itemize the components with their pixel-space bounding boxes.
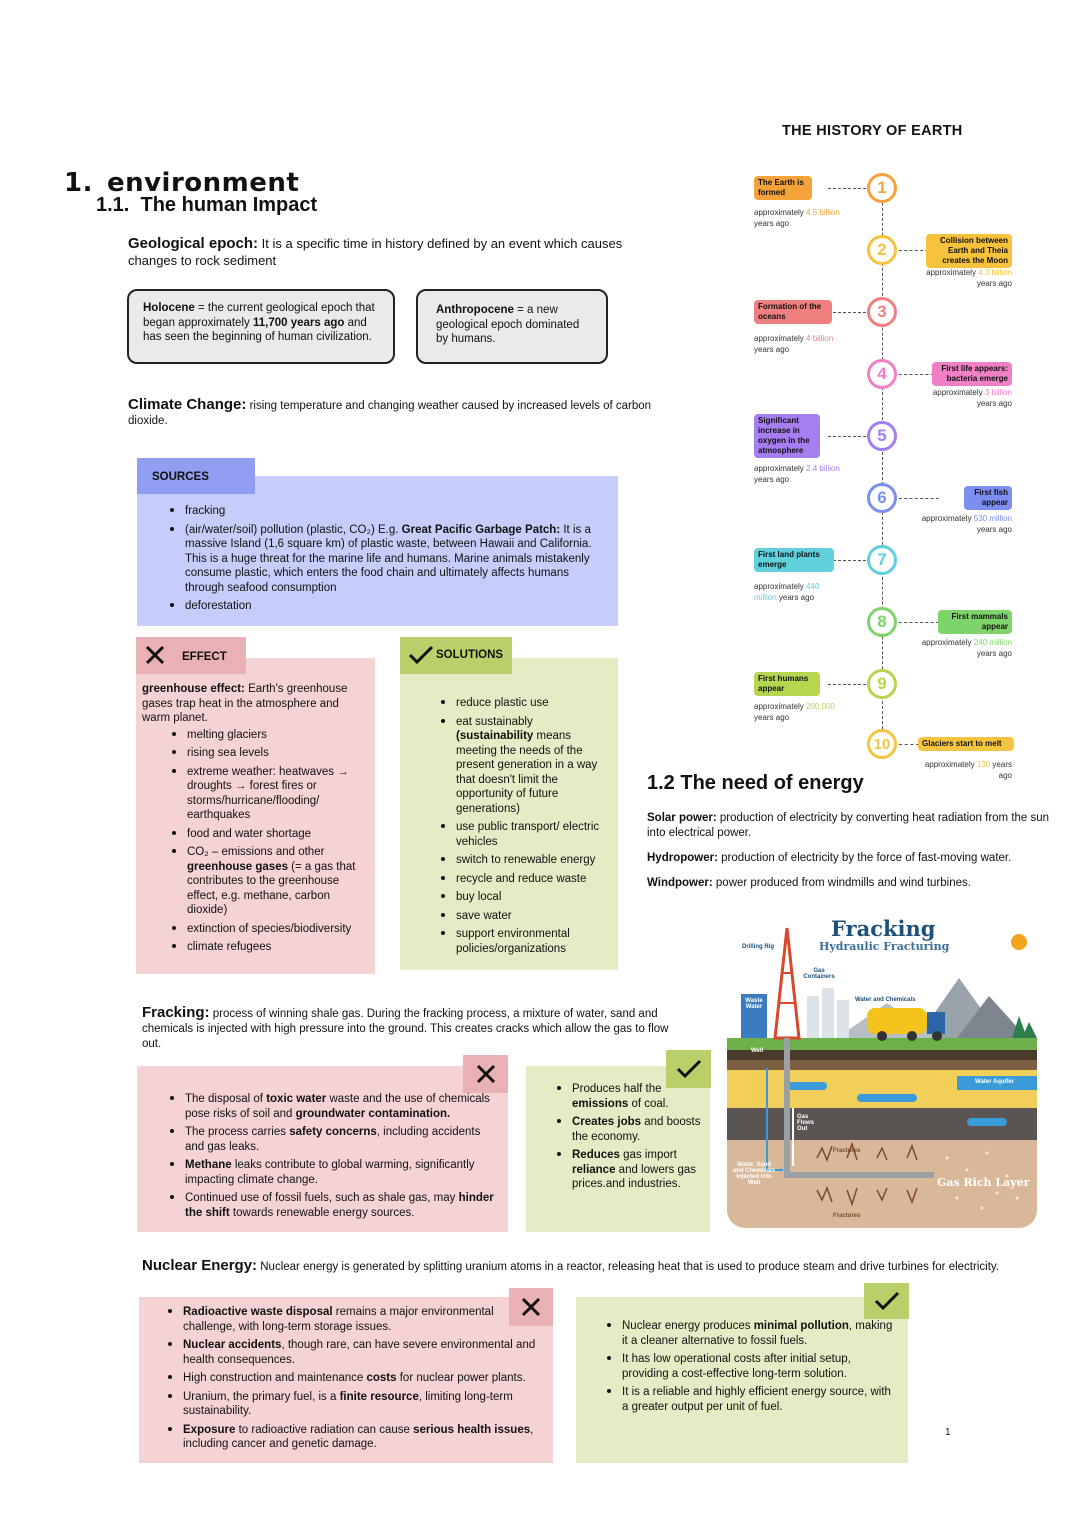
timeline-event-label: Collision between Earth and Theia creates the Moon: [926, 234, 1012, 268]
fracking-diagram: [727, 908, 1037, 1228]
timeline-step-6: 6: [867, 483, 897, 513]
timeline-step-5: 5: [867, 421, 897, 451]
timeline-event-time: approximately 530 million years ago: [921, 514, 1012, 534]
list-item: • Uranium, the primary fuel, is a finite resource, limiting long-term sustainability.: [183, 1388, 543, 1419]
list-item: • CO₂ – emissions and other greenhouse gases (= a gas that contributes to the greenhouse effect, e.g. methane, carbon dioxide): [187, 843, 369, 918]
list-item: • Methane leaks contribute to global warming, significantly impacting climate change.: [185, 1156, 498, 1187]
timeline-step-1: 1: [867, 173, 897, 203]
list-item: • food and water shortage: [187, 825, 369, 842]
timeline-connector: [828, 188, 866, 189]
list-item: • Radioactive waste disposal remains a major environmental challenge, with long-term storage issues.: [183, 1303, 543, 1334]
fracking-cons-box: [137, 1066, 508, 1232]
timeline-step-8: 8: [867, 607, 897, 637]
fracking-cons-mark: [463, 1055, 508, 1093]
list-item: • climate refugees: [187, 938, 369, 955]
cross-icon: [521, 1297, 541, 1317]
list-item: • Nuclear accidents, though rare, can have severe environmental and health consequences.: [183, 1336, 543, 1367]
list-item: • Produces half the emissions of coal.: [572, 1080, 702, 1111]
list-item: • Creates jobs and boosts the economy.: [572, 1113, 702, 1144]
checkmark-icon: [408, 644, 434, 666]
timeline-step-4: 4: [867, 359, 897, 389]
list-item: • rising sea levels: [187, 744, 369, 761]
nuclear-pros-mark: [864, 1283, 909, 1319]
aquifer-label: Water Aquifer: [975, 1079, 1014, 1085]
list-item: • eat sustainably (sustainability means meeting the needs of the present generation in a way that doesn't limit the opportunity of future generations): [456, 713, 610, 817]
timeline-event-time: approximately 2.4 billion years ago: [754, 464, 840, 484]
timeline-event-label: Formation of the oceans: [754, 300, 832, 324]
timeline-step-3: 3: [867, 297, 897, 327]
timeline-connector: [899, 622, 939, 623]
diagram-subtitle: Hydraulic Fracturing: [819, 940, 950, 953]
list-item: • extinction of species/biodiversity: [187, 920, 369, 937]
timeline-event-time: approximately 4.5 billion years ago: [754, 208, 840, 228]
fracking-pros-box: [526, 1066, 710, 1232]
cross-icon: [476, 1064, 496, 1084]
list-item: • fracking: [185, 502, 598, 519]
gas-containers-label: Gas Containers: [803, 968, 835, 980]
timeline-event-label: Significant increase in oxygen in the atmosphere: [754, 414, 820, 458]
timeline-axis: [882, 188, 883, 744]
list-item: • It has low operational costs after initial setup, providing a cost-effective long-term solution.: [622, 1350, 898, 1381]
list-item: • melting glaciers: [187, 726, 369, 743]
nuclear-cons-mark: [509, 1288, 553, 1326]
list-item: • reduce plastic use: [456, 694, 610, 711]
timeline-connector: [828, 684, 866, 685]
list-item: • use public transport/ electric vehicles: [456, 818, 610, 849]
holocene-box: Holocene = the current geological epoch that began approximately 11,700 years ago and has seen the beginning of human civilization.: [127, 289, 395, 364]
drilling-rig-label: Drilling Rig: [742, 944, 774, 950]
solutions-box: [400, 658, 618, 970]
gas-rich-layer-label: Gas Rich Layer: [937, 1176, 1030, 1189]
water-chemicals-label: Water and Chemicals: [855, 997, 916, 1003]
greenhouse-effect-intro: greenhouse effect: Earth's greenhouse gases trap heat in the atmosphere and warm planet.: [142, 683, 348, 724]
timeline-step-10: 10: [867, 729, 897, 759]
list-item: • buy local: [456, 888, 610, 905]
timeline-event-label: First life appears: bacteria emerge: [932, 362, 1012, 386]
list-item: • deforestation: [185, 597, 598, 614]
timeline-step-7: 7: [867, 545, 897, 575]
timeline-connector: [828, 312, 866, 313]
timeline-event-time: approximately 240 million years ago: [921, 638, 1012, 658]
effect-box: [136, 658, 375, 974]
list-item: • Reduces gas import reliance and lowers gas prices.and industries.: [572, 1146, 702, 1192]
anthropocene-box: Anthropocene = a new geological epoch dominated by humans.: [416, 289, 608, 364]
list-item: • The disposal of toxic water waste and the use of chemicals pose risks of soil and groundwater contamination.: [185, 1090, 498, 1121]
list-item: • switch to renewable energy: [456, 851, 610, 868]
injected-label: Water, Sand and Chemicals Injected into Well: [732, 1162, 776, 1186]
list-item: • Nuclear energy produces minimal pollution, making it a cleaner alternative to fossil fuels.: [622, 1317, 898, 1348]
wind-definition: Windpower: power produced from windmills and wind turbines.: [647, 877, 971, 889]
timeline-connector: [899, 744, 919, 745]
nuclear-definition: Nuclear Energy: Nuclear energy is generated by splitting uranium atoms in a reactor, releasing heat that is used to produce steam and drive turbines for electricity.: [142, 1257, 999, 1274]
timeline-step-2: 2: [867, 235, 897, 265]
timeline-event-time: approximately 200.000 years ago: [754, 702, 835, 722]
nuclear-pros-box: [576, 1297, 908, 1463]
timeline-connector: [828, 436, 866, 437]
cross-icon: [145, 645, 165, 665]
solar-definition: Solar power: production of electricity by converting heat radiation from the sun into electrical power.: [647, 812, 1050, 839]
timeline-event-label: First mammals appear: [938, 610, 1012, 634]
list-item: • Continued use of fossil fuels, such as shale gas, may hinder the shift towards renewable energy sources.: [185, 1189, 498, 1220]
list-item: • (air/water/soil) pollution (plastic, CO₂) E.g. Great Pacific Garbage Patch: It is a massive Island (1,6 square km) of plastic waste, between Hawaii and California. This is a huge threat for the marine life and humans. Marine animals mistakenly consume plastic, which enters the food chain and ultimately affects humans through seafood consumption: [185, 521, 598, 596]
chapter-title: 1. environment: [64, 168, 300, 198]
fracking-definition: Fracking: process of winning shale gas. During the fracking process, a mixture of water, sand and chemicals is injected with high pressure into the ground. This creates cracks which allow the gas to flow out.: [142, 1004, 669, 1050]
list-item: • High construction and maintenance costs for nuclear power plants.: [183, 1369, 543, 1386]
list-item: • The process carries safety concerns, including accidents and gas leaks.: [185, 1123, 498, 1154]
list-item: • Exposure to radioactive radiation can cause serious health issues, including cancer and genetic damage.: [183, 1421, 543, 1452]
energy-heading: 1.2 The need of energy: [647, 772, 864, 794]
hydro-definition: Hydropower: production of electricity by the force of fast-moving water.: [647, 852, 1012, 864]
list-item: • recycle and reduce waste: [456, 870, 610, 887]
page-number: 1: [945, 1427, 951, 1438]
sources-header: SOURCES: [137, 458, 255, 494]
timeline-connector: [899, 498, 939, 499]
timeline-event-time: approximately 4 billion years ago: [754, 334, 834, 354]
section-title: 1.1. The human Impact: [96, 194, 318, 216]
fractures-top-label: Fractures: [833, 1148, 861, 1154]
well-label: Well: [751, 1048, 764, 1054]
timeline-title: THE HISTORY OF EARTH: [782, 123, 963, 139]
checkmark-icon: [676, 1058, 702, 1080]
timeline-event-label: Glaciers start to melt: [918, 737, 1014, 751]
nuclear-cons-box: [139, 1297, 553, 1463]
timeline-event-time: approximately 4.3 billion years ago: [926, 268, 1012, 288]
geological-epoch-definition: Geological epoch: It is a specific time in history defined by an event which causes changes to rock sediment: [128, 235, 623, 268]
timeline-event-label: First humans appear: [754, 672, 820, 696]
climate-change-definition: Climate Change: rising temperature and changing weather caused by increased levels of carbon dioxide.: [128, 396, 652, 427]
timeline-step-9: 9: [867, 669, 897, 699]
diagram-title: Fracking: [831, 916, 936, 941]
list-item: • save water: [456, 907, 610, 924]
solutions-header: SOLUTIONS: [400, 637, 512, 674]
waste-water-label: Waste Water: [745, 998, 763, 1010]
timeline-event-time: approximately 3 billion years ago: [932, 388, 1012, 408]
checkmark-icon: [874, 1290, 900, 1312]
list-item: • It is a reliable and highly efficient energy source, with a greater output per unit of fuel.: [622, 1383, 898, 1414]
timeline-event-label: First land plants emerge: [754, 548, 834, 572]
list-item: • support environmental policies/organizations: [456, 925, 610, 956]
timeline-event-time: approximately 440 million years ago: [754, 582, 820, 602]
timeline-event-label: The Earth is formed: [754, 176, 812, 200]
timeline-event-time: approximately 130 years ago: [924, 760, 1012, 780]
fractures-bottom-label: Fractures: [833, 1213, 861, 1219]
effect-header: EFFECT: [136, 637, 246, 674]
gas-flows-label: Gas Flows Out: [797, 1114, 815, 1132]
list-item: • extreme weather: heatwaves → droughts → forest fires or storms/hurricane/flooding/ earthquakes: [187, 763, 369, 823]
timeline-event-label: First fish appear: [964, 486, 1012, 510]
fracking-pros-mark: [666, 1050, 711, 1088]
sources-box: [137, 476, 618, 626]
